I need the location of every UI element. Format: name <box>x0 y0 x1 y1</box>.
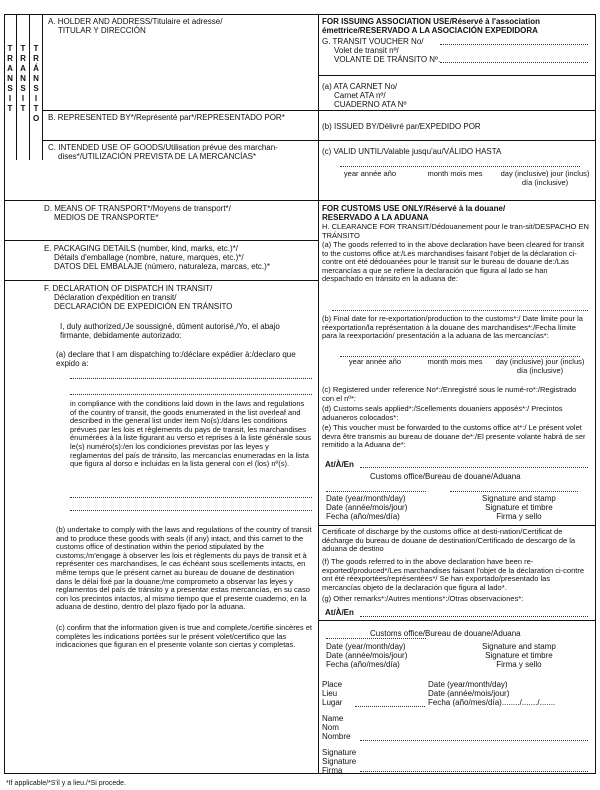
ata-carnet-label: (a) ATA CARNET No/ <box>322 82 398 91</box>
place-label: Place Lieu Lugar <box>322 680 343 707</box>
declaration-a: (a) declare that I am dispatching to:/déclare expédier à:/declaro que expido a: <box>56 350 296 368</box>
association-title-2: émettrice/RESERVADO A LA ASOCIACIÓN EXPEDIDORA <box>322 26 538 35</box>
represented-by-label: B. REPRESENTED BY*/Représenté par*/REPRESENTADO POR* <box>48 113 285 122</box>
clearance-at: At/À/En <box>325 460 354 469</box>
transit-voucher-label: G. TRANSIT VOUCHER No/ <box>322 37 424 46</box>
transit-column-3 <box>30 14 43 160</box>
discharge-customs-office: Customs office/Bureau de douane/Aduana <box>370 629 521 638</box>
association-title: FOR ISSUING ASSOCIATION USE/Réservé à l'association <box>322 17 540 26</box>
declaration-a-body: in compliance with the conditions laid down in the laws and regulations of the country of transit, the goods enumerated in the list overleaf and described in the general list under item No(s):/dans les conditions prévues par les lois et règlements du pays de transit, les marchandises énumérées à la liste figurant au verso et reprises à la liste générale sous le(s) numéro(s):/en los condiciones previstas por las leyes y reglamentos del país de tránsito, las mercancías enumeradas en la lista que figura al dorso e incluidas en la lista general con el (los) nº(s). <box>70 399 311 469</box>
final-day: day (inclusive) jour (inclus) día (inclusive) <box>495 357 585 375</box>
clearance-a: (a) The goods referred to in the above declaration have been cleared for transit to the customs office at:/Les marchandises faisant l'objet de la déclaration ci-contre ont été dédouanées pour le transit sur le bureau de douane de:/Las mercancías a que se refiere la declaración que figura al lado se han despachado en tránsito en la aduana de: <box>322 240 585 284</box>
transit-label-2: T R A N S I T <box>20 44 26 113</box>
clearance-signature: Signature and stamp Signature et timbre Firma y sello <box>482 494 556 521</box>
bottom-date: Date (year/month/day) Date (année/mois/jour) Fecha (año/mes/día)......../......./....... <box>428 680 556 707</box>
clearance-label: H. CLEARANCE FOR TRANSIT/Dédouanement pour le tran-sit/DESPACHO EN TRÁNSITO <box>322 222 589 240</box>
final-year: year année año <box>348 357 402 366</box>
transit-column-1 <box>4 14 17 160</box>
transit-voucher-label-fr: Volet de transit nº/ <box>334 46 399 55</box>
discharge-signature: Signature and stamp Signature et timbre Firma y sello <box>482 642 556 669</box>
clearance-d: (d) Customs seals applied*:/Scellements douaniers apposés*:/ Precintos aduaneros colocados*: <box>322 404 563 422</box>
discharge-f: (f) The goods referred to in the above declaration have been re-exported/produced*/Les marchandises faisant l'objet de la déclaration ci-contre ont été réexportées/représentées*/ Se han exportado/presentado las mercancías objeto de la declaración que figura al lado*. <box>322 557 585 592</box>
valid-month: month mois mes <box>427 169 483 178</box>
clearance-e: (e) This voucher must be forwarded to the customs office at*:/ Le présent volet devra être transmis au bureau de douane de*:/El presente volante habrá de ser remitido a la Aduana de*: <box>322 423 586 450</box>
clearance-date: Date (year/month/day) Date (année/mois/jour) Fecha (año/mes/día) <box>326 494 408 521</box>
declaration-label-2: Déclaration d'expédition en transit/ <box>54 293 177 302</box>
intended-use-label-2: dises*/UTILIZACIÓN PREVISTA DE LA MERCANCÍAS* <box>58 152 257 161</box>
clearance-customs-office: Customs office/Bureau de douane/Aduana <box>370 472 521 481</box>
customs-title-2: RESERVADO A LA ADUANA <box>322 213 429 222</box>
holder-label: A. HOLDER AND ADDRESS/Titulaire et adresse/ <box>48 17 223 26</box>
discharge-title: Certificate of discharge by the customs office at desti-nation/Certificat de décharge du bureau de douane de destination/Certificado de descargo de la aduana de destino <box>322 527 576 554</box>
discharge-at: At/À/En <box>325 608 354 617</box>
issued-by-label: (b) ISSUED BY/Délivré par/EXPEDIDO POR <box>322 122 481 131</box>
valid-year: year année año <box>343 169 397 178</box>
valid-until-label: (c) VALID UNTIL/Valable jusqu'au/VÁLIDO HASTA <box>322 147 502 156</box>
center-divider <box>318 14 319 774</box>
declaration-label-3: DECLARACIÓN DE EXPEDICIÓN EN TRÁNSITO <box>54 302 233 311</box>
ata-carnet-label-fr: Carnet ATA nº/ <box>334 91 386 100</box>
final-month: month mois mes <box>427 357 483 366</box>
transit-label-3: T R Á N S I T O <box>33 44 40 123</box>
packaging-label-3: DATOS DEL EMBALAJE (número, naturaleza, marcas, etc.)* <box>54 262 270 271</box>
discharge-date: Date (year/month/day) Date (année/mois/jour) Fecha (año/mes/día) <box>326 642 408 669</box>
clearance-b: (b) Final date for re-exportation/production to the customs*:/ Date limite pour la réexportation/la représentation à la douane des marchandises*:/Fecha límite para la reexportación/ presentación a la aduana de las mercancías*: <box>322 314 583 341</box>
signature-label: Signature Signature Firma <box>322 748 357 775</box>
declaration-b: (b) undertake to comply with the laws and regulations of the country of transit and to produce these goods with seals (if any) intact, and this carnet to the customs office of destination within the period stipulated by the customs;/m'engage à observer les lois et règlements du pays de transit et à représenter ces marchandises, le cas échéant sous scellements intacts, en même temps que le présent carnet au bureau de douane de destination dans le délai fixé par la douane;/me comprometo a observar las leyes y reglamentos del país de tránsito y a presentar estas mercancías, en su caso con los precintos intactos, al mismo tiempo que el presente cuaderno, en la aduana de destino, dentro del plazo fijado por la aduana. <box>56 525 312 612</box>
means-of-transport-label-2: MEDIOS DE TRANSPORTE* <box>54 213 159 222</box>
declaration-label: F. DECLARATION OF DISPATCH IN TRANSIT/ <box>44 284 213 293</box>
clearance-c: (c) Registered under reference No*:/Enregistré sous le numé-ro*:/Registrado con el nº*: <box>322 385 577 403</box>
transit-column-2 <box>17 14 30 160</box>
transit-voucher-label-es: VOLANTE DE TRÁNSITO Nº. <box>334 55 441 64</box>
ata-carnet-label-es: CUADERNO ATA Nº <box>334 100 407 109</box>
intended-use-label: C. INTENDED USE OF GOODS/Utilisation prévue des marchan- <box>48 143 278 152</box>
valid-day: day (inclusive) jour (inclus) día (inclusive) <box>500 169 590 187</box>
declaration-c: (c) confirm that the information given is true and complete./certifie sincères et complètes les indications portées sur le présent volet/certifico que las indicaciones que figuran en el presente volante son ciertas y completas. <box>56 623 312 650</box>
discharge-g: (g) Other remarks*:/Autres mentions*:/Otras observaciones*: <box>322 594 524 603</box>
means-of-transport-label: D. MEANS OF TRANSPORT*/Moyens de transport*/ <box>44 204 231 213</box>
packaging-label-2: Détails d'emballage (nombre, nature, marques, etc.)*/ <box>54 253 244 262</box>
packaging-label: E. PACKAGING DETAILS (number, kind, marks, etc.)*/ <box>44 244 238 253</box>
name-label: Name Nom Nombre <box>322 714 351 741</box>
holder-label-es: TITULAR Y DIRECCIÓN <box>58 26 146 35</box>
transit-label-1: T R A N S I T <box>7 44 13 113</box>
footnote: *If applicable/*S'il y a lieu./*Si procede. <box>6 780 127 787</box>
declaration-intro: I, duly authorized,/Je soussigné, dûment autorisé,/Yo, el abajo firmante, debidamente autorizado: <box>60 322 280 340</box>
customs-title: FOR CUSTOMS USE ONLY/Réservé à la douane/ <box>322 204 506 213</box>
